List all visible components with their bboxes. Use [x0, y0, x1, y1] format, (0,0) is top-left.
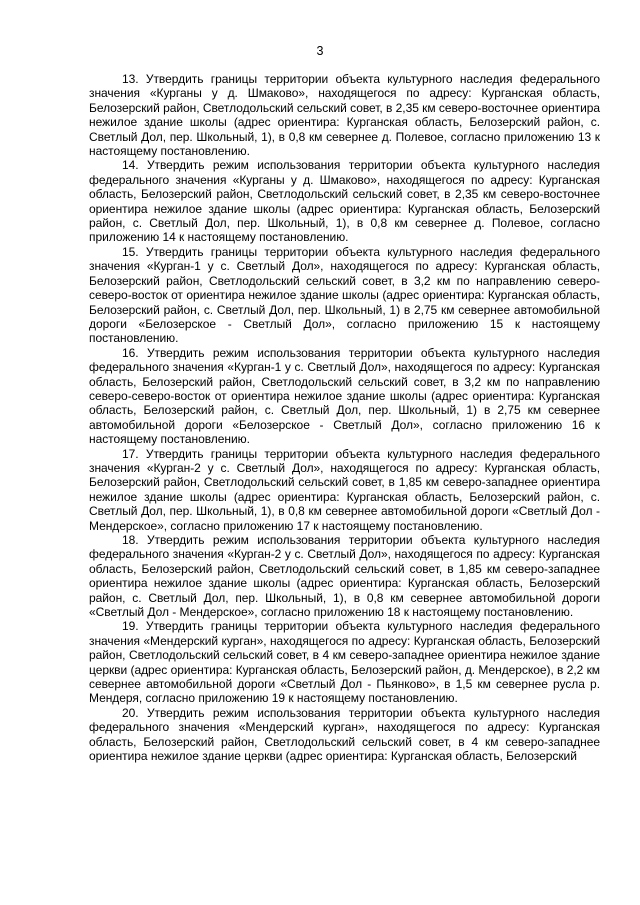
paragraph-item-15: 15. Утвердить границы территории объекта культурного наследия федерального значения «Курган-1 у с. Светлый Дол», находящегося по адресу: Курганская область, Белозерский район, Светлодольский сельский совет, в 3,2 км по направлению северо-северо-восток от ориентира нежилое здание школы (адрес ориентира: Курганская область, Белозерский район, с. Светлый Дол, пер. Школьный, 1) в 2,75 км севернее автомобильной дороги «Белозерское - Светлый Дол», согласно приложению 15 к настоящему постановлению.: [89, 244, 600, 346]
page-number: 3: [316, 44, 324, 58]
paragraph-item-19: 19. Утвердить границы территории объекта культурного наследия федерального значения «Мендерский курган», находящегося по адресу: Курганская область, Белозерский район, Светлодольский сельский совет, в 4 км северо-западнее ориентира нежилое здание церкви (адрес ориентира: Курганская область, Белозерский район, д. Мендерское), в 2,2 км севернее автомобильной дороги «Светлый Дол - Пьянково», в 1,5 км севернее русла р. Мендеря, согласно приложению 19 к настоящему постановлению.: [89, 619, 600, 706]
paragraph-item-13: 13. Утвердить границы территории объекта культурного наследия федерального значения «Курганы у д. Шмаково», находящегося по адресу: Курганская область, Белозерский район, Светлодольский сельский совет, в 2,35 км северо-восточнее ориентира нежилое здание школы (адрес ориентира: Курганская область, Белозерский район, с. Светлый Дол, пер. Школьный, 1), в 0,8 км севернее д. Полевое, согласно приложению 13 к настоящему постановлению.: [89, 72, 600, 159]
paragraph-item-16: 16. Утвердить режим использования территории объекта культурного наследия федерального значения «Курган-1 у с. Светлый Дол», находящегося по адресу: Курганская область, Белозерский район, Светлодольский сельский совет, в 3,2 км по направлению северо-северо-восток от ориентира нежилое здание школы (адрес ориентира: Курганская область, Белозерский район, с. Светлый Дол, пер. Школьный, 1) в 2,75 км севернее автомобильной дороги «Белозерское - Светлый Дол», согласно приложению 16 к настоящему постановлению.: [89, 345, 600, 447]
paragraph-item-20: 20. Утвердить режим использования территории объекта культурного наследия федерального значения «Мендерский курган», находящегося по адресу: Курганская область, Белозерский район, Светлодольский сельский совет, в 4 км северо-западнее ориентира нежилое здание церкви (адрес ориентира: Курганская область, Белозерский: [89, 705, 600, 764]
paragraph-item-14: 14. Утвердить режим использования территории объекта культурного наследия федерального значения «Курганы у д. Шмаково», находящегося по адресу: Курганская область, Белозерский район, Светлодольский сельский совет, в 2,35 км северо-восточнее ориентира нежилое здание школы (адрес ориентира: Курганская область, Белозерский район, с. Светлый Дол, пер. Школьный, 1), в 0,8 км севернее д. Полевое, согласно приложению 14 к настоящему постановлению.: [89, 158, 600, 245]
paragraph-item-18: 18. Утвердить режим использования территории объекта культурного наследия федерального значения «Курган-2 у с. Светлый Дол», находящегося по адресу: Курганская область, Белозерский район, Светлодольский сельский совет, в 1,85 км северо-западнее ориентира нежилое здание школы (адрес ориентира: Курганская область, Белозерский район, с. Светлый Дол, пер. Школьный, 1), в 0,8 км севернее автомобильной дороги «Светлый Дол - Мендерское», согласно приложению 18 к настоящему постановлению.: [89, 533, 600, 620]
paragraph-item-17: 17. Утвердить границы территории объекта культурного наследия федерального значения «Курган-2 у с. Светлый Дол», находящегося по адресу: Курганская область, Белозерский район, Светлодольский сельский совет, в 1,85 км северо-западнее ориентира нежилое здание школы (адрес ориентира: Курганская область, Белозерский район, с. Светлый Дол, пер. Школьный, 1), в 0,8 км севернее автомобильной дороги «Светлый Дол - Мендерское», согласно приложению 17 к настоящему постановлению.: [89, 446, 600, 533]
document-body: [89, 72, 600, 764]
